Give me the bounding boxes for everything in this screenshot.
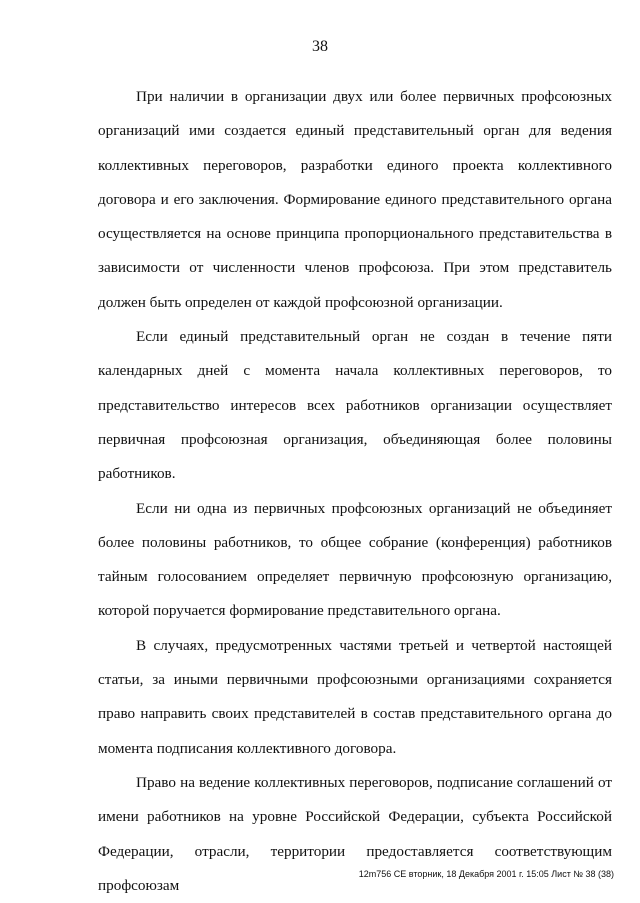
document-body <box>98 80 612 903</box>
page-number: 38 <box>312 38 328 55</box>
page-footer: 12m756 СЕ вторник, 18 Декабря 2001 г. 15:05 Лист № 38 (38) <box>358 869 614 879</box>
paragraph-3: Если ни одна из первичных профсоюзных организаций не объединяет более половины работников, то общее собрание (конференция) работников тайным голосованием определяет первичную профсоюзную организацию, которой поручается формирование представительного органа. <box>98 499 612 620</box>
paragraph-4: В случаях, предусмотренных частями третьей и четвертой настоящей статьи, за иными первичными профсоюзными организациями сохраняется право направить своих представителей в состав представительного органа до момента подписания коллективного договора. <box>98 636 612 757</box>
paragraph-2: Если единый представительный орган не создан в течение пяти календарных дней с момента начала коллективных переговоров, то представительство интересов всех работников организации осуществляет первичная профсоюзная организация, объединяющая более половины работников. <box>98 328 612 483</box>
paragraph-5: Право на ведение коллективных переговоров, подписание соглашений от имени работников на уровне Российской Федерации, субъекта Российской Федерации, отрасли, территории предоставляется соответствующим профсоюзам <box>98 773 612 894</box>
paragraph-1: При наличии в организации двух или более первичных профсоюзных организаций ими создается единый представительный орган для ведения коллективных переговоров, разработки единого проекта коллективного договора и его заключения. Формирование единого представительного органа осуществляется на основе принципа пропорционального представительства в зависимости от численности членов профсоюза. При этом представитель должен быть определен от каждой профсоюзной организации. <box>98 88 612 311</box>
